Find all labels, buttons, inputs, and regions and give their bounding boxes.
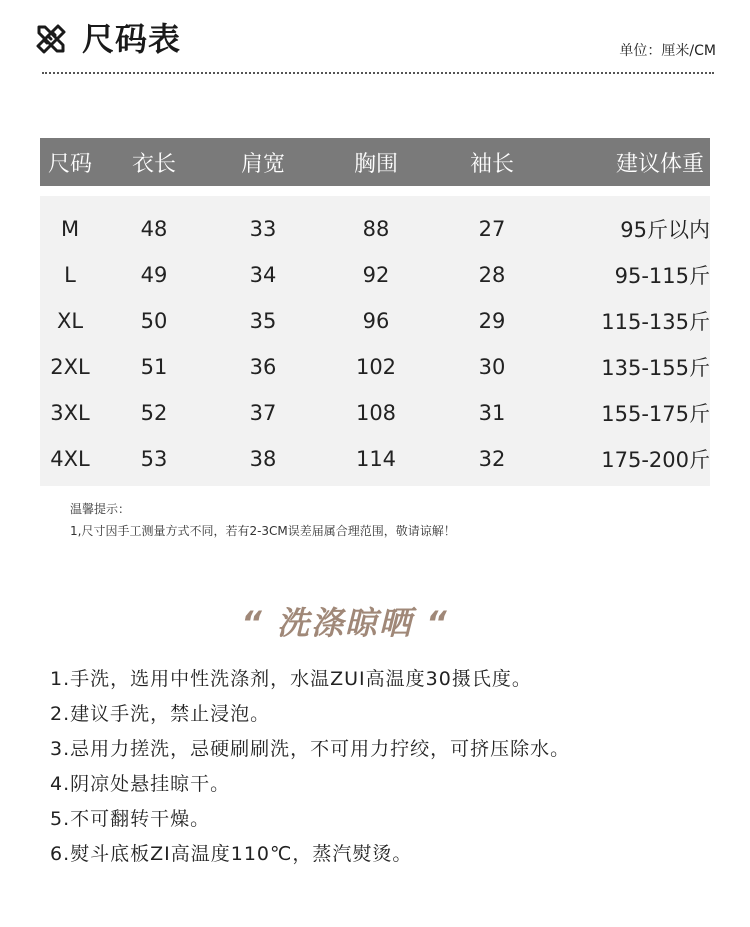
table-cell: 4XL bbox=[50, 447, 90, 471]
tip-heading: 温馨提示： bbox=[70, 502, 131, 516]
care-item: 2.建议手洗，禁止浸泡。 bbox=[50, 703, 271, 725]
table-cell: 95斤以内 bbox=[620, 218, 710, 242]
tip-block bbox=[70, 498, 456, 542]
table-cell: 34 bbox=[249, 263, 277, 287]
table-cell: 96 bbox=[362, 309, 390, 333]
table-row bbox=[40, 252, 710, 298]
table-cell: 88 bbox=[362, 217, 390, 241]
table-cell: 95-115斤 bbox=[614, 264, 710, 288]
care-item: 4.阴凉处悬挂晾干。 bbox=[50, 773, 231, 795]
care-item: 1.手洗，选用中性洗涤剂，水温ZUI高温度30摄氏度。 bbox=[50, 668, 532, 690]
care-item: 3.忌用力搓洗，忌硬刷刷洗，不可用力拧绞，可挤压除水。 bbox=[50, 738, 571, 760]
table-header bbox=[40, 138, 710, 186]
table-body bbox=[40, 196, 710, 486]
tip-text: 1,尺寸因手工测量方式不同，若有2-3CM误差届属合理范围，敬请谅解！ bbox=[70, 524, 456, 538]
care-list bbox=[50, 662, 570, 872]
column-header: 肩宽 bbox=[240, 151, 285, 177]
care-title: “ 洗涤晾晒 “ bbox=[241, 604, 449, 642]
table-row bbox=[40, 344, 710, 390]
column-header: 衣长 bbox=[131, 151, 176, 177]
table-cell: 30 bbox=[478, 355, 506, 379]
table-cell: 53 bbox=[140, 447, 168, 471]
column-header: 胸围 bbox=[353, 151, 398, 177]
page-title: 尺码表 bbox=[82, 20, 182, 58]
table-cell: 52 bbox=[140, 401, 168, 425]
table-cell: 102 bbox=[355, 355, 397, 379]
table-cell: 108 bbox=[355, 401, 397, 425]
care-item: 5.不可翻转干燥。 bbox=[50, 808, 211, 830]
table-cell: 29 bbox=[478, 309, 506, 333]
table-row bbox=[40, 298, 710, 344]
table-cell: 3XL bbox=[50, 401, 90, 425]
table-cell: 51 bbox=[140, 355, 168, 379]
table-cell: 115-135斤 bbox=[601, 310, 710, 334]
dotted-divider bbox=[42, 72, 714, 74]
table-cell: 38 bbox=[249, 447, 277, 471]
table-cell: 92 bbox=[362, 263, 390, 287]
table-cell: 114 bbox=[355, 447, 397, 471]
column-header: 袖长 bbox=[469, 151, 514, 177]
table-cell: L bbox=[64, 263, 76, 287]
care-item: 6.熨斗底板ZI高温度110℃，蒸汽熨烫。 bbox=[50, 843, 413, 865]
table-row bbox=[40, 390, 710, 436]
table-cell: 49 bbox=[140, 263, 168, 287]
table-cell: 135-155斤 bbox=[601, 356, 710, 380]
table-cell: 36 bbox=[249, 355, 277, 379]
page-header bbox=[0, 0, 750, 80]
table-cell: 175-200斤 bbox=[601, 448, 710, 472]
table-cell: XL bbox=[56, 309, 84, 333]
table-cell: 32 bbox=[478, 447, 506, 471]
table-cell: 37 bbox=[249, 401, 277, 425]
table-row bbox=[40, 436, 710, 482]
table-cell: 2XL bbox=[50, 355, 90, 379]
table-cell: 28 bbox=[478, 263, 506, 287]
table-cell: 35 bbox=[249, 309, 277, 333]
table-cell: 48 bbox=[140, 217, 168, 241]
table-cell: 27 bbox=[478, 217, 506, 241]
table-row bbox=[40, 206, 710, 252]
table-cell: M bbox=[60, 217, 80, 241]
table-cell: 33 bbox=[249, 217, 277, 241]
table-cell: 50 bbox=[140, 309, 168, 333]
ruler-pencil-icon bbox=[34, 22, 68, 56]
size-table bbox=[40, 138, 710, 486]
table-cell: 31 bbox=[478, 401, 506, 425]
column-header: 尺码 bbox=[48, 151, 93, 177]
column-header: 建议体重 bbox=[615, 151, 704, 177]
table-cell: 155-175斤 bbox=[601, 402, 710, 426]
unit-label: 单位：厘米/CM bbox=[619, 43, 716, 59]
